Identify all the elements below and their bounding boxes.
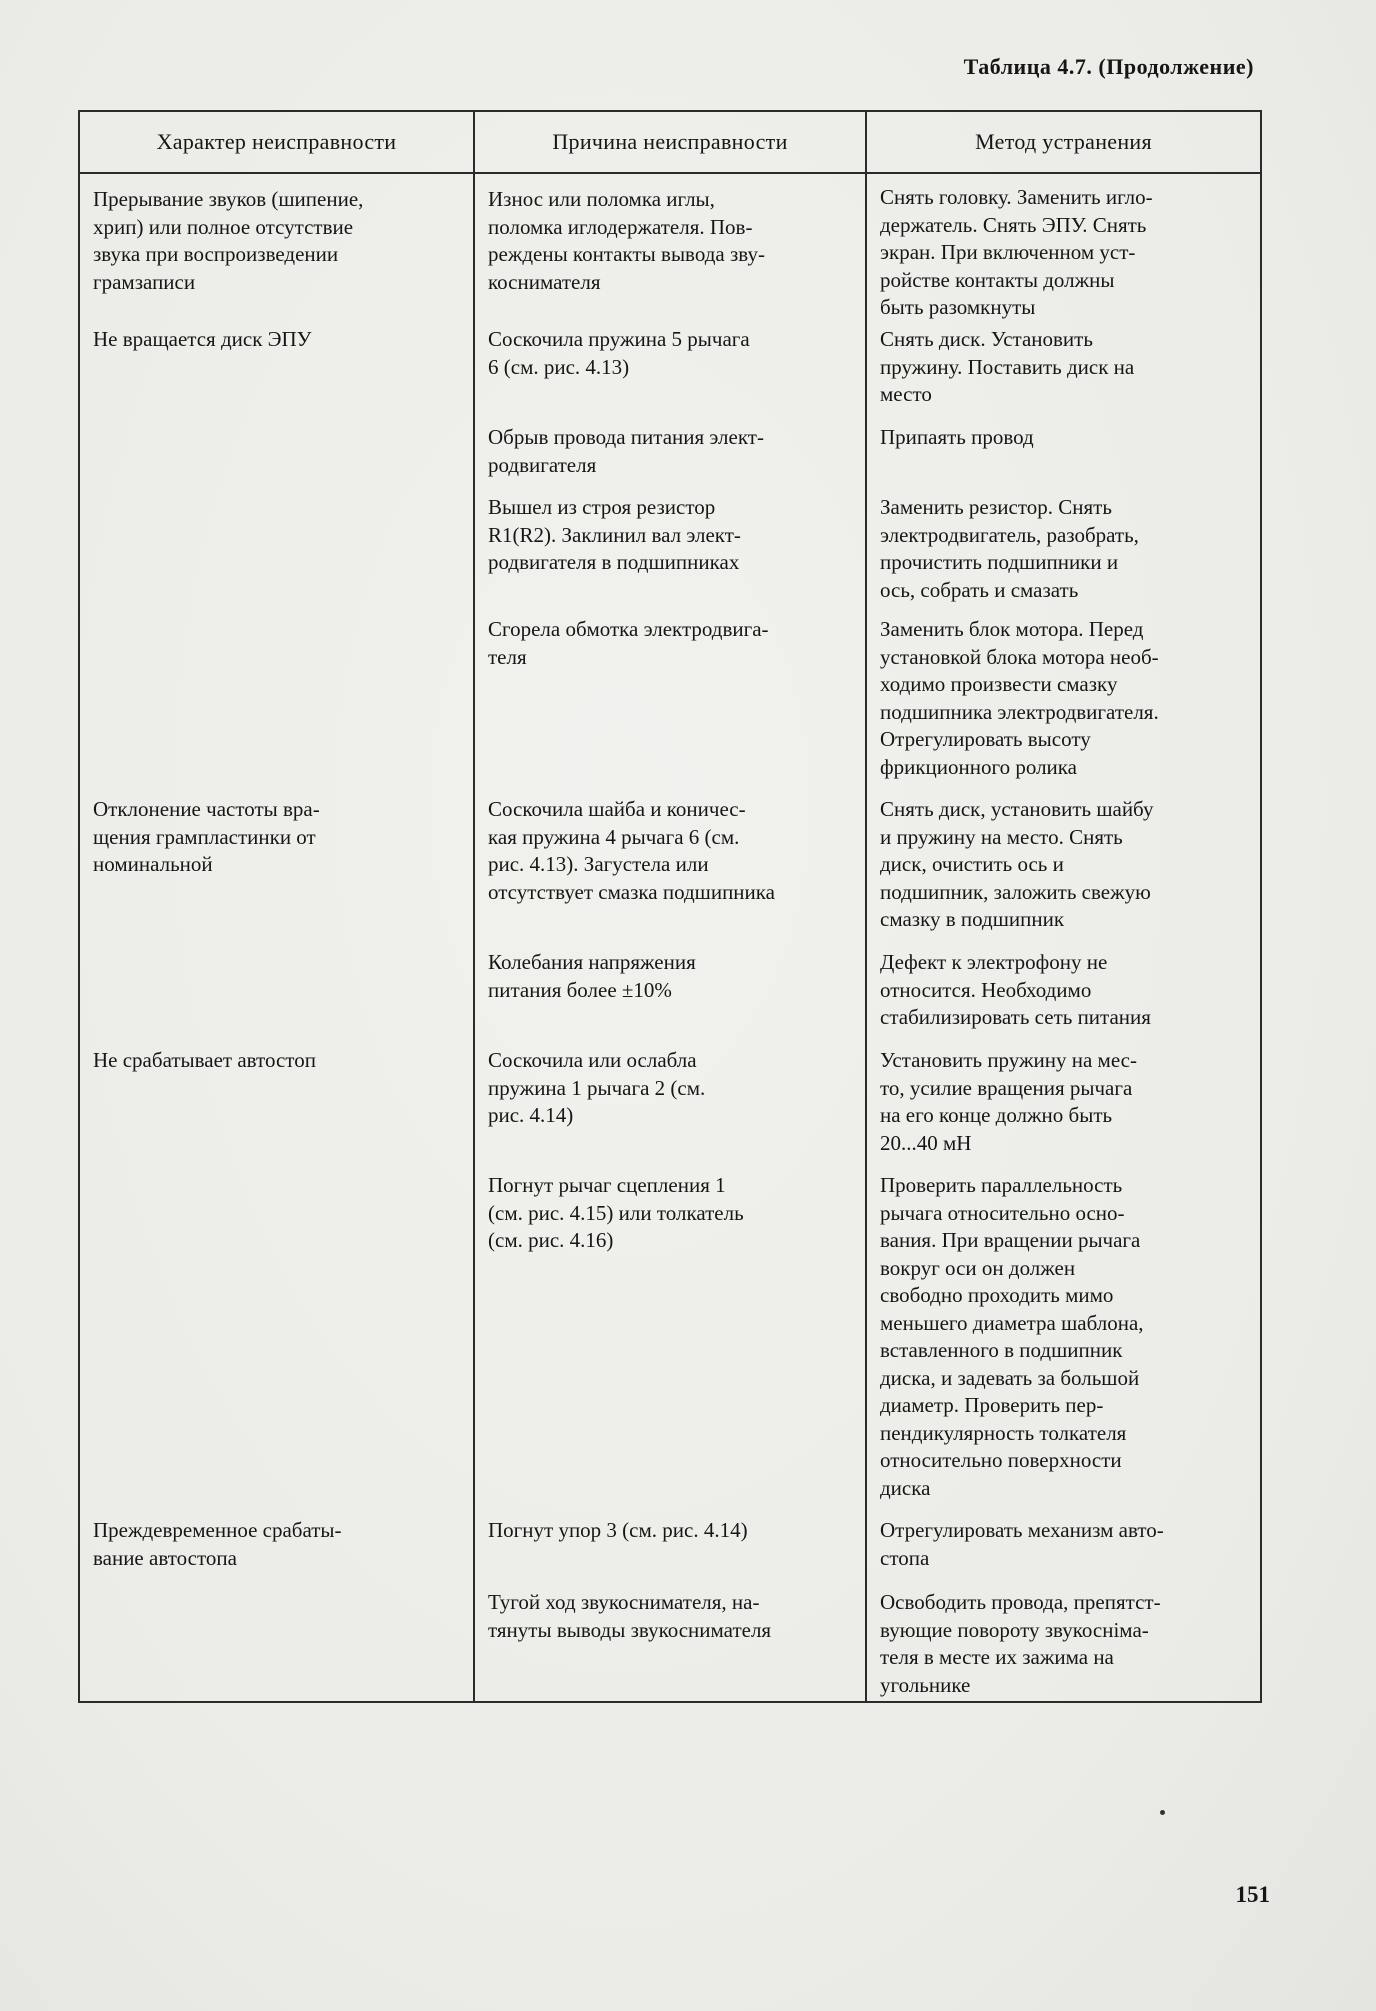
method-cell: Заменить блок мотора. Перед установкой блока мотора необ- ходимо произвести смазку подшипника электродвигателя. Отрегулировать высоту фрикционного ролика [880, 617, 1159, 779]
cause-cell: Обрыв провода питания элект- родвигателя [488, 425, 764, 477]
table-row [79, 1171, 1261, 1516]
table-caption: Таблица 4.7. (Продолжение) [963, 54, 1254, 79]
method-cell: Проверить параллельность рычага относительно осно- вания. При вращении рычага вокруг оси он должен свободно проходить мимо меньшего диаметра шаблона, вставленного в подшипник диска, и задевать за большой диаметр. Проверить пер- пендикулярность толкателя относительно поверхности диска [880, 1173, 1144, 1500]
cause-cell: Колебания напряжения питания более ±10% [488, 950, 696, 1002]
fault-cell: Не срабатывает автостоп [93, 1048, 316, 1072]
table-row [79, 615, 1261, 795]
cause-cell: Соскочила пружина 5 рычага 6 (см. рис. 4.13) [488, 327, 750, 379]
cause-cell: Сгорела обмотка электродвига- теля [488, 617, 769, 669]
method-cell: Отрегулировать механизм авто- стопа [880, 1518, 1164, 1570]
table-row [79, 1046, 1261, 1171]
method-cell: Дефект к электрофону не относится. Необходимо стабилизировать сеть питания [880, 950, 1151, 1029]
method-cell: Установить пружину на мес- то, усилие вращения рычага на его конце должно быть 20...40 мН [880, 1048, 1137, 1155]
fault-cell: Отклонение частоты вра- щения грампластинки от номинальной [93, 797, 320, 876]
table-row [79, 493, 1261, 615]
cause-cell: Погнут упор 3 (см. рис. 4.14) [488, 1518, 748, 1542]
method-cell: Освободить провода, препятст- вующие повороту звукосніма- теля в месте их зажима на угольнике [880, 1590, 1161, 1697]
method-cell: Припаять провод [880, 425, 1034, 449]
table-row [79, 1588, 1261, 1702]
cause-cell: Погнут рычаг сцепления 1 (см. рис. 4.15) или толкатель (см. рис. 4.16) [488, 1173, 744, 1252]
table-row [79, 423, 1261, 493]
table-row [79, 948, 1261, 1046]
table-header-row [79, 111, 1261, 173]
cause-cell: Соскочила шайба и коничес- кая пружина 4 рычага 6 (см. рис. 4.13). Загустела или отсутствует смазка подшипника [488, 797, 775, 904]
table-row [79, 795, 1261, 948]
cause-cell: Тугой ход звукоснимателя, на- тянуты выводы звукоснимателя [488, 1590, 772, 1642]
method-cell: Снять головку. Заменить игло- держатель. Снять ЭПУ. Снять экран. При включенном уст- ройстве контакты должны быть разомкнуты [880, 185, 1153, 319]
cause-cell: Вышел из строя резистор R1(R2). Заклинил вал элект- родвигателя в подшипниках [488, 495, 741, 574]
table-row [79, 173, 1261, 325]
method-cell: Заменить резистор. Снять электродвигатель, разобрать, прочистить подшипники и ось, собрать и смазать [880, 495, 1139, 602]
table-row [79, 1516, 1261, 1588]
method-cell: Снять диск. Установить пружину. Поставить диск на место [880, 327, 1135, 406]
header-cause: Причина неисправности [474, 111, 866, 173]
cause-cell: Износ или поломка иглы, поломка иглодержателя. Пов- реждены контакты вывода зву- коснимателя [488, 187, 765, 294]
table-row [79, 325, 1261, 423]
header-method: Метод устранения [866, 111, 1261, 173]
cause-cell: Соскочила или ослабла пружина 1 рычага 2 (см. рис. 4.14) [488, 1048, 706, 1127]
fault-cell: Прерывание звуков (шипение, хрип) или полное отсутствие звука при воспроизведении грамзаписи [93, 187, 364, 294]
troubleshooting-table [78, 110, 1262, 1703]
method-cell: Снять диск, установить шайбу и пружину на место. Снять диск, очистить ось и подшипник, заложить свежую смазку в подшипник [880, 797, 1154, 931]
page-number: 151 [1235, 1882, 1270, 1907]
header-fault: Характер неисправности [79, 111, 474, 173]
print-speck [1160, 1810, 1165, 1815]
fault-cell: Преждевременное срабаты- вание автостопа [93, 1518, 342, 1570]
fault-cell: Не вращается диск ЭПУ [93, 327, 312, 351]
